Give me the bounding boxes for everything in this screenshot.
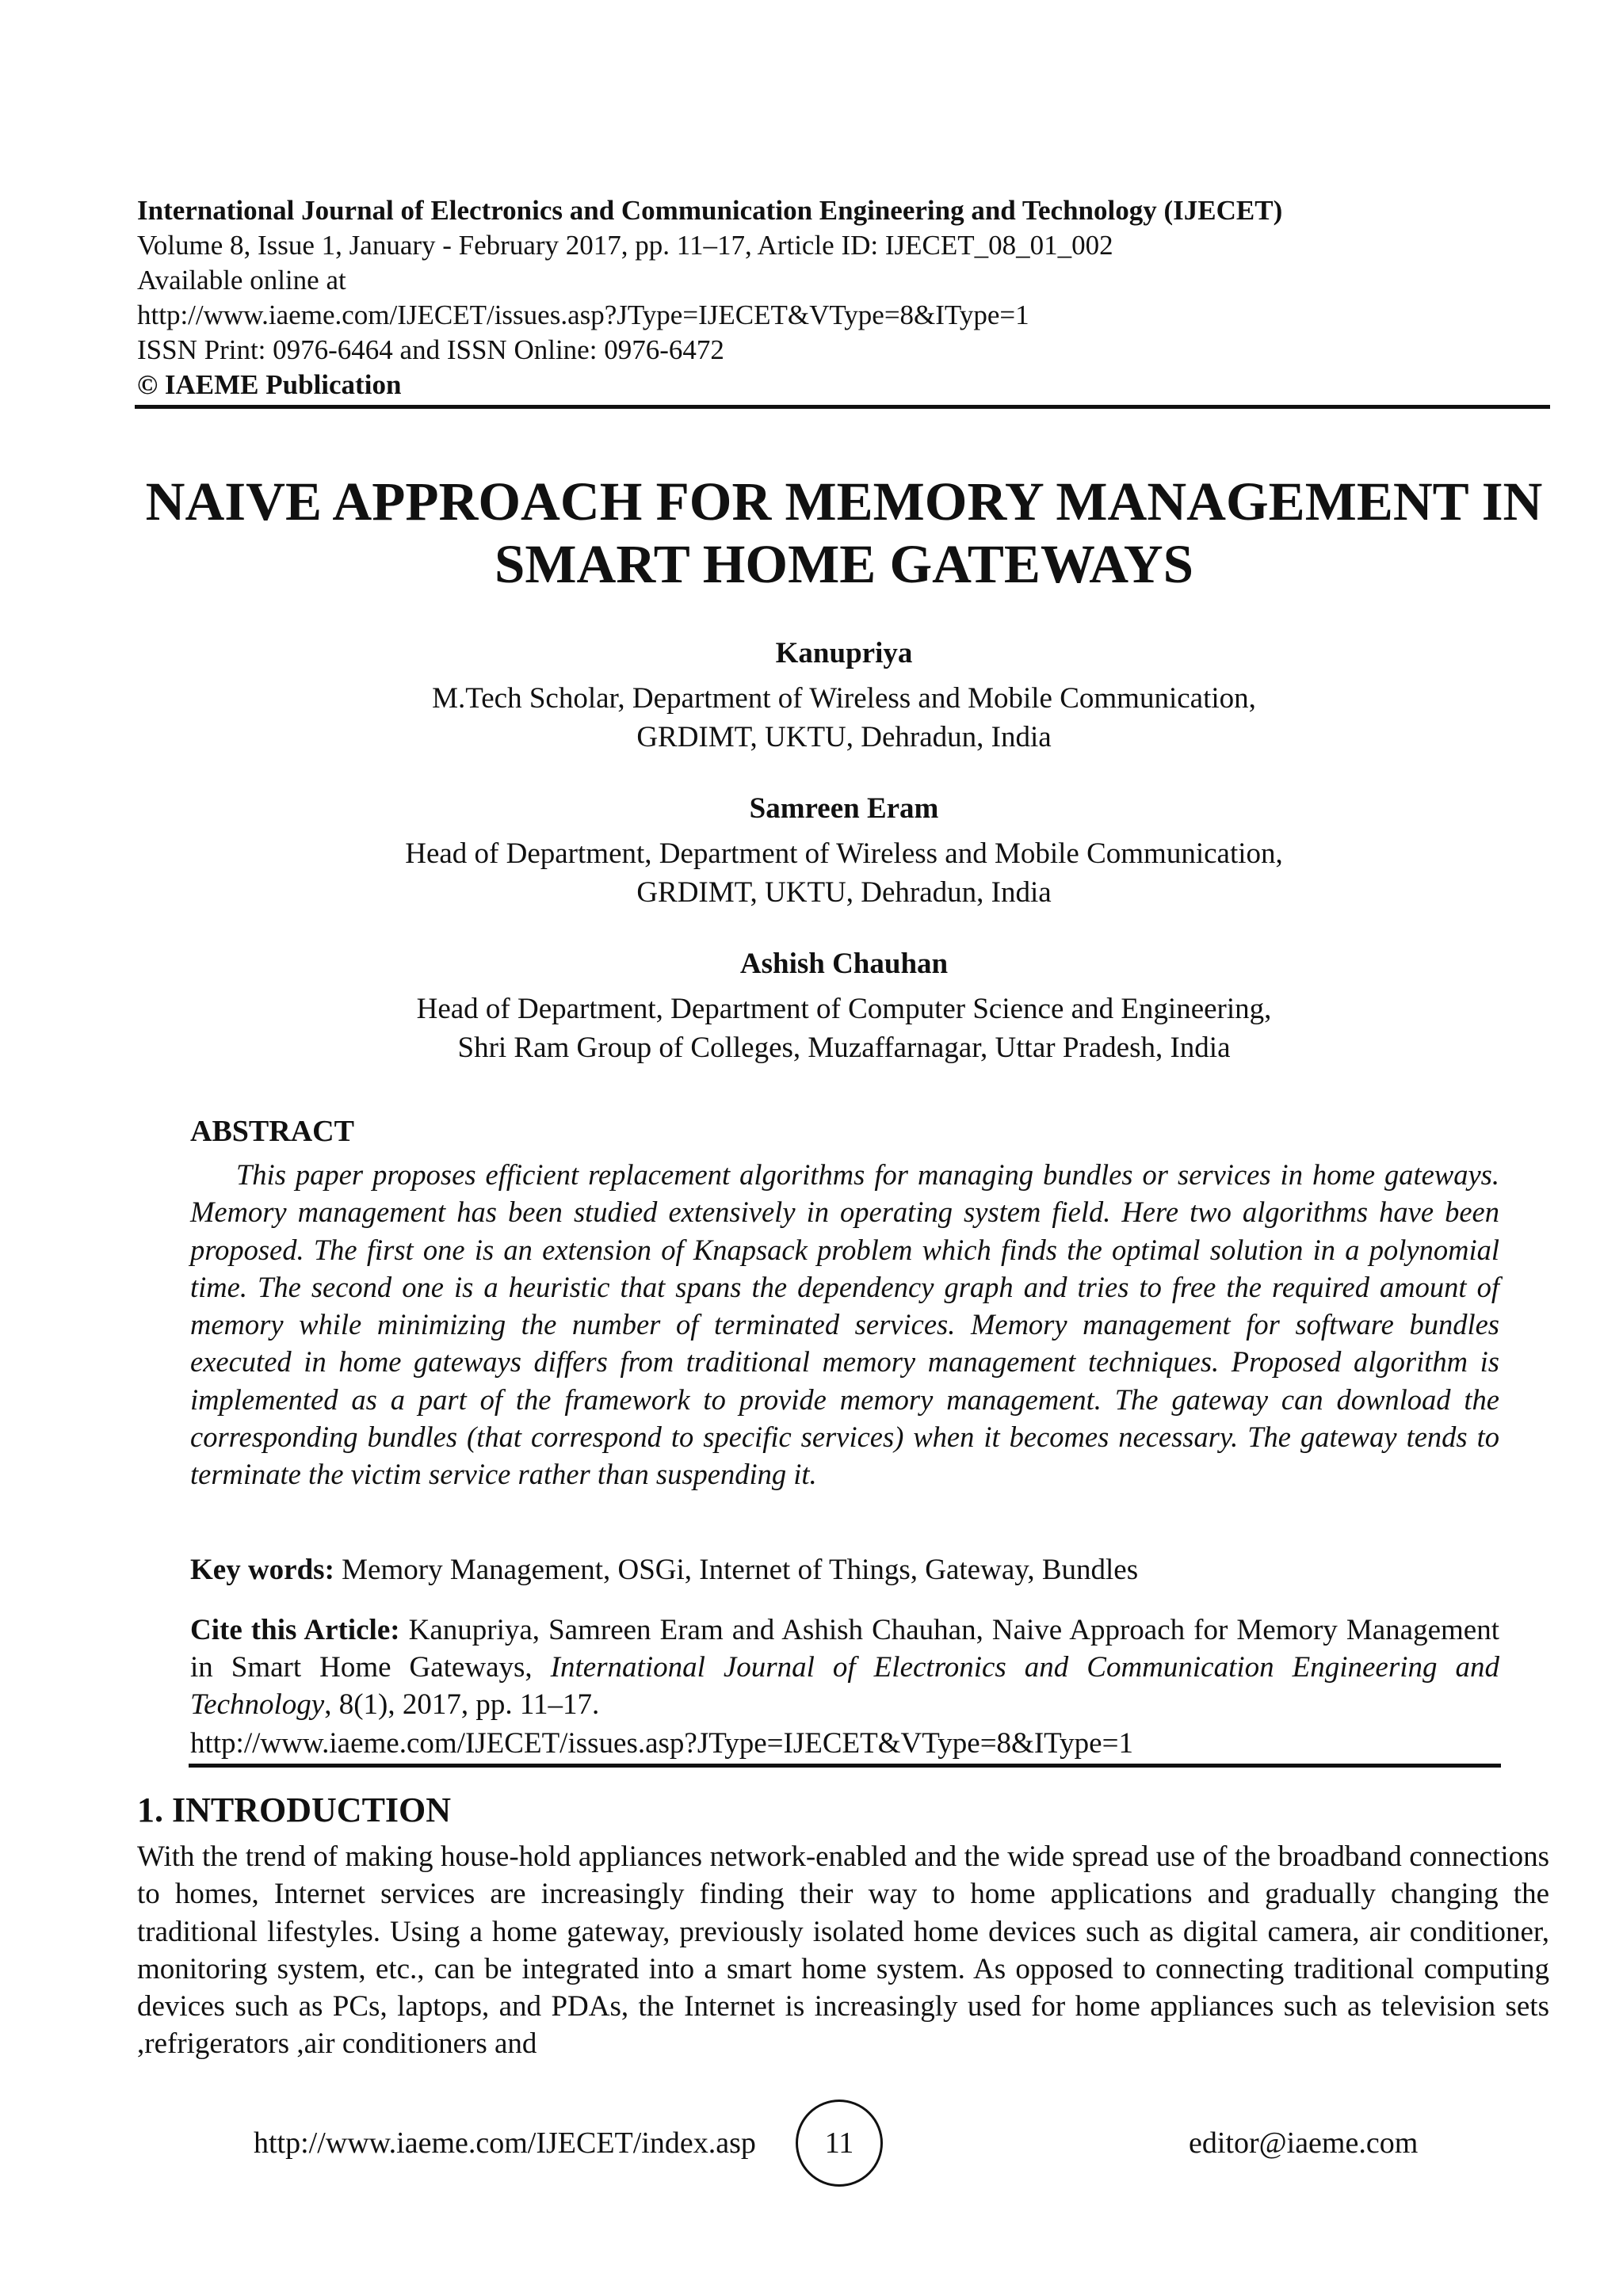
footer-url[interactable]: http://www.iaeme.com/IJECET/index.asp (254, 2126, 756, 2160)
author-affiliation: Head of Department, Department of Wireless and Mobile Communication, (405, 837, 1283, 870)
paper-title-line-1: NAIVE APPROACH FOR MEMORY MANAGEMENT IN (145, 471, 1543, 532)
paper-title (95, 471, 1593, 596)
page-number: 11 (824, 2126, 854, 2160)
header-divider (135, 405, 1550, 409)
journal-name: International Journal of Electronics and Communication Engineering and Technology (IJECET) (137, 195, 1283, 226)
abstract-text: This paper proposes efficient replacement algorithms for managing bundles or services in home gateways. Memory management has been studied extensively in operating system field. Here two algorithms have been proposed. The first one is an extension of Knapsack problem which finds the optimal solution in a polynomial time. The second one is a heuristic that spans the dependency graph and tries to free the required amount of memory while minimizing the number of terminated services. Memory management for software bundles executed in home gateways differs from traditional memory management techniques. Proposed algorithm is implemented as a part of the framework to provide memory management. The gateway can download the corresponding bundles (that correspond to specific services) when it becomes necessary. The gateway tends to terminate the victim service rather than suspending it. (190, 1158, 1499, 1491)
cite-article (190, 1611, 1499, 1723)
author-name: Samreen Eram (749, 792, 939, 825)
author-affiliation: Head of Department, Department of Computer Science and Engineering, (416, 993, 1272, 1025)
introduction-heading: 1. INTRODUCTION (137, 1791, 452, 1829)
cite-text: Kanupriya, Samreen Eram and Ashish Chauhan, Naive Approach for Memory Management in Smart Home Gateways, (190, 1614, 1499, 1684)
journal-available-label: Available online at (137, 265, 346, 296)
journal-publisher: © IAEME Publication (137, 369, 402, 400)
journal-url[interactable]: http://www.iaeme.com/IJECET/issues.asp?JType=IJECET&VType=8&IType=1 (137, 299, 1029, 330)
cite-divider (189, 1764, 1501, 1768)
journal-volume: Volume 8, Issue 1, January - February 2017, pp. 11–17, Article ID: IJECET_08_01_002 (137, 230, 1113, 261)
author-name: Kanupriya (775, 637, 913, 669)
author-affiliation: M.Tech Scholar, Department of Wireless and Mobile Communication, (432, 682, 1256, 715)
author-name: Ashish Chauhan (739, 948, 949, 980)
author-block (95, 634, 1593, 757)
introduction-text: With the trend of making house-hold appliances network-enabled and the wide spread use of the broadband connections to homes, Internet services are increasingly finding their way to home applications and gradually changing the traditional lifestyles. Using a home gateway, previously isolated home devices such as digital camera, air conditioner, monitoring system, etc., can be integrated into a smart home system. As opposed to connecting traditional computing devices such as PCs, laptops, and PDAs, the Internet is increasingly used for home appliances such as television sets ,refrigerators ,air conditioners and (137, 1840, 1549, 2061)
footer-email[interactable]: editor@iaeme.com (1189, 2126, 1419, 2160)
cite-label: Cite this Article: (190, 1614, 400, 1646)
paper-title-line-2: SMART HOME GATEWAYS (495, 534, 1193, 594)
keywords-label: Key words: (190, 1554, 334, 1586)
journal-issn: ISSN Print: 0976-6464 and ISSN Online: 0976-6472 (137, 334, 724, 365)
cite-journal: International Journal of Electronics and Communication Engineering and Technology (190, 1651, 1499, 1721)
abstract-heading: ABSTRACT (190, 1115, 354, 1148)
keywords (190, 1551, 1499, 1589)
author-affiliation: Shri Ram Group of Colleges, Muzaffarnagar, Uttar Pradesh, India (457, 1032, 1231, 1064)
cite-text-after: , 8(1), 2017, pp. 11–17. (324, 1688, 600, 1721)
cite-url[interactable]: http://www.iaeme.com/IJECET/issues.asp?JType=IJECET&VType=8&IType=1 (190, 1727, 1133, 1760)
page-number-badge (796, 2100, 883, 2187)
keywords-text: Memory Management, OSGi, Internet of Things, Gateway, Bundles (342, 1554, 1139, 1586)
journal-header (137, 193, 1548, 402)
author-affiliation: GRDIMT, UKTU, Dehradun, India (636, 876, 1052, 909)
author-block (95, 789, 1593, 912)
author-block (95, 944, 1593, 1067)
author-affiliation: GRDIMT, UKTU, Dehradun, India (636, 721, 1052, 753)
